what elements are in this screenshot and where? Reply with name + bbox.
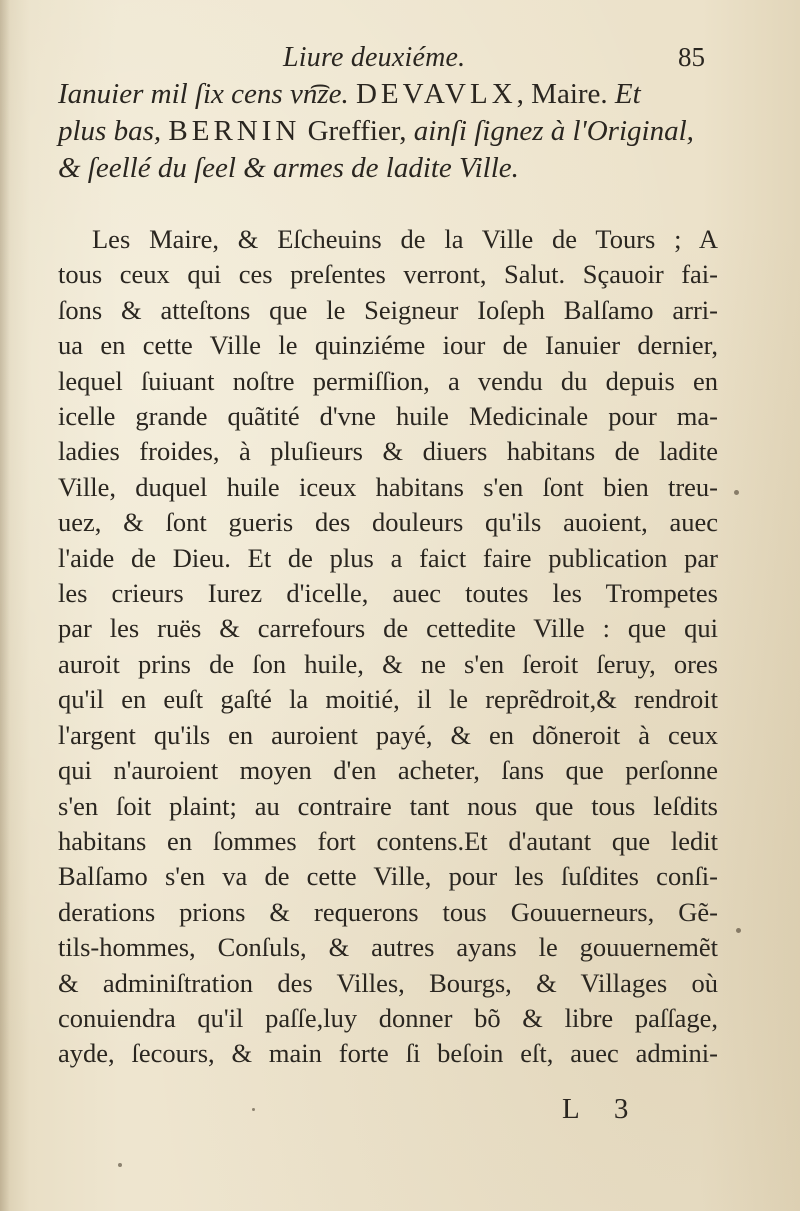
running-head: Liure deuxiéme. xyxy=(283,42,466,73)
signature-mark: L 3 xyxy=(562,1093,643,1125)
colophon-connector: Et xyxy=(614,78,641,110)
certificate-body xyxy=(58,222,718,1072)
colophon-further: plus bas, xyxy=(58,115,162,147)
page-number: 85 xyxy=(678,42,705,72)
body-line: auroit prins de ſon huile, & ne s'en ſeroit ſeruy, ores xyxy=(58,648,718,679)
paper-speck xyxy=(734,490,739,495)
body-line: habitans en ſommes fort contens.Et d'autant que ledit xyxy=(58,825,718,856)
body-line: uez, & ſont gueris des douleurs qu'ils auoient, auec xyxy=(58,507,718,538)
colophon-line-1 xyxy=(58,76,738,113)
colophon-line-2 xyxy=(58,113,738,150)
body-line: icelle grande quãtité d'vne huile Medicinale pour ma- xyxy=(58,401,718,432)
body-line: les crieurs Iurez d'icelle, auec toutes les Trompetes xyxy=(58,578,718,609)
body-line: ladies froides, à pluſieurs & diuers habitans de ladite xyxy=(58,436,718,467)
body-line: & adminiſtration des Villes, Bourgs, & Villages où xyxy=(58,967,718,998)
body-line: derations prions & requerons tous Gouuerneurs, Gẽ- xyxy=(58,896,718,927)
body-line: Les Maire, & Eſcheuins de la Ville de Tours ; A xyxy=(92,224,718,254)
colophon-signed-note: ainſi ſignez à l'Original, xyxy=(413,115,694,147)
body-line: l'aide de Dieu. Et de plus a faict faire publication par xyxy=(58,542,718,573)
body-line: par les ruës & carrefours de cettedite Ville : que qui xyxy=(58,613,718,644)
body-line: ayde, ſecours, & main forte ſi beſoin eſt, auec admini- xyxy=(58,1038,718,1069)
body-line: ſons & atteſtons que le Seigneur Ioſeph Balſamo arri- xyxy=(58,294,718,325)
body-line: ua en cette Ville le quinziéme iour de Ianuier dernier, xyxy=(58,330,718,361)
mayor-name: DEVAVLX xyxy=(355,78,517,110)
body-line: qu'il en euſt gaſté la moitié, il le reprẽdroit,& rendroit xyxy=(58,684,718,715)
body-line: Balſamo s'en va de cette Ville, pour les ſuſdites conſi- xyxy=(58,861,718,892)
clerk-title: Greffier, xyxy=(307,115,407,147)
body-line: Ville, duquel huile iceux habitans s'en ſont bien treu- xyxy=(58,471,718,502)
body-line: s'en ſoit plaint; au contraire tant nous que tous leſdits xyxy=(58,790,718,821)
mayor-title: , Maire. xyxy=(516,78,608,110)
body-line: l'argent qu'ils en auroient payé, & en dõneroit à ceux xyxy=(58,719,718,750)
paper-speck xyxy=(252,1108,255,1111)
colophon-block xyxy=(58,76,738,187)
clerk-name: BERNIN xyxy=(168,115,301,147)
colophon-line-3: & ſeellé du ſeel & armes de ladite Ville. xyxy=(58,152,519,184)
colophon-date: Ianuier mil ſix cens vn͡ze. xyxy=(58,78,349,110)
body-line: qui n'auroient moyen d'en acheter, ſans que perſonne xyxy=(58,755,718,786)
paper-speck xyxy=(736,928,741,933)
body-line: tils-hommes, Conſuls, & autres ayans le gouuernemẽt xyxy=(58,932,718,963)
body-line: lequel ſuiuant noſtre permiſſion, a vendu du depuis en xyxy=(58,365,718,396)
body-line: conuiendra qu'il paſſe,luy donner bõ & libre paſſage, xyxy=(58,1002,718,1033)
page-gutter-shadow xyxy=(0,0,10,1211)
paper-speck xyxy=(118,1163,122,1167)
body-line: tous ceux qui ces preſentes verront, Salut. Sçauoir fai- xyxy=(58,259,718,290)
